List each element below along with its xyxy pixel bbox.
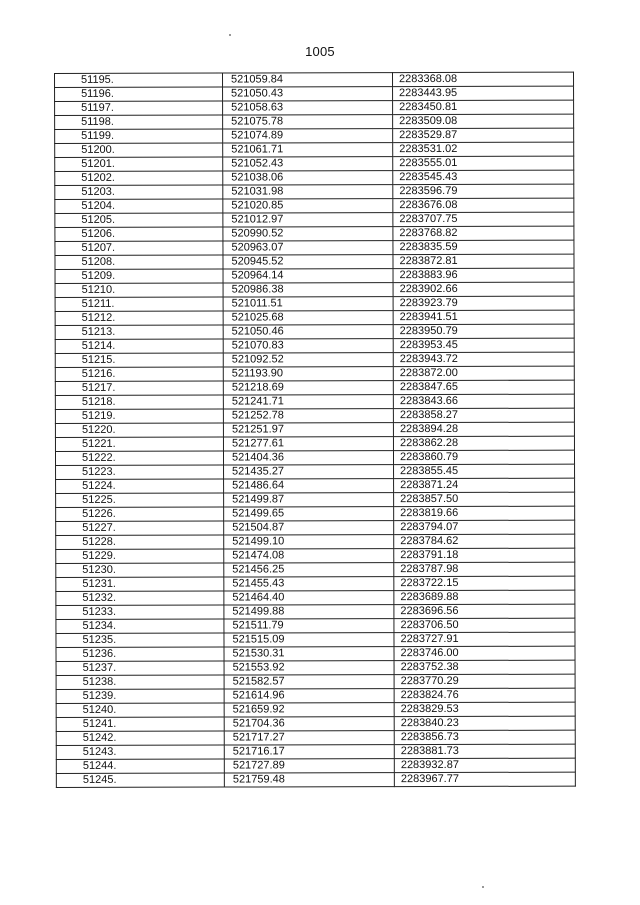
northing-cell: 2283443.95 <box>393 86 574 100</box>
table-row <box>56 590 575 605</box>
point-number-cell: 51243. <box>56 745 224 759</box>
table-row <box>56 688 575 703</box>
northing-cell: 2283824.76 <box>394 688 575 702</box>
easting-cell: 521717.27 <box>224 731 394 745</box>
northing-cell: 2283752.38 <box>394 660 575 674</box>
easting-cell: 521252.78 <box>223 409 393 423</box>
point-number-cell: 51237. <box>56 661 224 675</box>
northing-cell: 2283829.53 <box>394 702 575 716</box>
easting-cell: 520964.14 <box>223 269 393 283</box>
table-row <box>56 646 575 661</box>
table-row <box>55 142 574 157</box>
table-row <box>55 380 574 395</box>
easting-cell: 521058.63 <box>223 101 393 115</box>
easting-cell: 521464.40 <box>224 591 394 605</box>
table-row <box>56 758 575 773</box>
northing-cell: 2283835.59 <box>393 240 574 254</box>
easting-cell: 521031.98 <box>223 185 393 199</box>
point-number-cell: 51224. <box>56 479 224 493</box>
easting-cell: 521218.69 <box>223 381 393 395</box>
northing-cell: 2283784.62 <box>394 534 575 548</box>
point-number-cell: 51214. <box>55 339 223 353</box>
table-row <box>55 72 574 87</box>
northing-cell: 2283770.29 <box>394 674 575 688</box>
easting-cell: 521614.96 <box>224 689 394 703</box>
point-number-cell: 51244. <box>56 759 224 773</box>
point-number-cell: 51245. <box>56 773 224 787</box>
easting-cell: 521059.84 <box>223 73 393 87</box>
table-row <box>55 156 574 171</box>
point-number-cell: 51199. <box>55 129 223 143</box>
point-number-cell: 51211. <box>55 297 223 311</box>
point-number-cell: 51198. <box>55 115 223 129</box>
easting-cell: 521241.71 <box>223 395 393 409</box>
northing-cell: 2283696.56 <box>394 604 575 618</box>
easting-cell: 521499.88 <box>224 605 394 619</box>
table-row <box>56 548 575 563</box>
northing-cell: 2283932.87 <box>394 758 575 772</box>
easting-cell: 521092.52 <box>223 353 393 367</box>
easting-cell: 521704.36 <box>224 717 394 731</box>
northing-cell: 2283894.28 <box>393 422 574 436</box>
point-number-cell: 51209. <box>55 269 223 283</box>
point-number-cell: 51202. <box>55 171 223 185</box>
easting-cell: 521061.71 <box>223 143 393 157</box>
point-number-cell: 51215. <box>55 353 223 367</box>
table-row <box>55 366 574 381</box>
easting-cell: 520963.07 <box>223 241 393 255</box>
point-number-cell: 51203. <box>55 185 223 199</box>
easting-cell: 520945.52 <box>223 255 393 269</box>
northing-cell: 2283787.98 <box>394 562 575 576</box>
table-row <box>55 436 574 451</box>
easting-cell: 521050.46 <box>223 325 393 339</box>
point-number-cell: 51233. <box>56 605 224 619</box>
point-number-cell: 51212. <box>55 311 223 325</box>
northing-cell: 2283722.15 <box>394 576 575 590</box>
point-number-cell: 51230. <box>56 563 224 577</box>
point-number-cell: 51205. <box>55 213 223 227</box>
table-row <box>56 562 575 577</box>
table-row <box>56 772 575 787</box>
table-row <box>55 450 574 465</box>
point-number-cell: 51242. <box>56 731 224 745</box>
point-number-cell: 51240. <box>56 703 224 717</box>
point-number-cell: 51218. <box>55 395 223 409</box>
table-row <box>55 394 574 409</box>
point-number-cell: 51236. <box>56 647 224 661</box>
easting-cell: 521070.83 <box>223 339 393 353</box>
easting-cell: 521038.06 <box>223 171 393 185</box>
point-number-cell: 51241. <box>56 717 224 731</box>
point-number-cell: 51228. <box>56 535 224 549</box>
easting-cell: 521456.25 <box>224 563 394 577</box>
point-number-cell: 51208. <box>55 255 223 269</box>
point-number-cell: 51204. <box>55 199 223 213</box>
table-row <box>56 716 575 731</box>
northing-cell: 2283902.66 <box>393 282 574 296</box>
point-number-cell: 51232. <box>56 591 224 605</box>
northing-cell: 2283858.27 <box>393 408 574 422</box>
northing-cell: 2283676.08 <box>393 198 574 212</box>
northing-cell: 2283856.73 <box>394 730 575 744</box>
table-row <box>55 128 574 143</box>
point-number-cell: 51201. <box>55 157 223 171</box>
northing-cell: 2283509.08 <box>393 114 574 128</box>
northing-cell: 2283847.65 <box>393 380 574 394</box>
scan-speck <box>482 886 484 888</box>
point-number-cell: 51210. <box>55 283 223 297</box>
table-row <box>55 240 574 255</box>
table-row <box>56 520 575 535</box>
northing-cell: 2283953.45 <box>393 338 574 352</box>
easting-cell: 520990.52 <box>223 227 393 241</box>
page-number: 1005 <box>305 44 335 59</box>
point-number-cell: 51213. <box>55 325 223 339</box>
point-number-cell: 51238. <box>56 675 224 689</box>
table-row <box>55 212 574 227</box>
easting-cell: 521515.09 <box>224 633 394 647</box>
northing-cell: 2283819.66 <box>394 506 575 520</box>
table-row <box>56 674 575 689</box>
table-row <box>56 506 575 521</box>
easting-cell: 521012.97 <box>223 213 393 227</box>
easting-cell: 521504.87 <box>224 521 394 535</box>
point-number-cell: 51219. <box>55 409 223 423</box>
easting-cell: 521511.79 <box>224 619 394 633</box>
easting-cell: 521716.17 <box>224 745 394 759</box>
table-row <box>55 86 574 101</box>
northing-cell: 2283950.79 <box>393 324 574 338</box>
coordinates-table-body <box>55 72 576 787</box>
northing-cell: 2283794.07 <box>394 520 575 534</box>
easting-cell: 521277.61 <box>223 437 393 451</box>
easting-cell: 521025.68 <box>223 311 393 325</box>
point-number-cell: 51226. <box>56 507 224 521</box>
northing-cell: 2283840.23 <box>394 716 575 730</box>
table-row <box>56 730 575 745</box>
point-number-cell: 51196. <box>55 87 223 101</box>
northing-cell: 2283857.50 <box>394 492 575 506</box>
easting-cell: 521251.97 <box>223 423 393 437</box>
northing-cell: 2283791.18 <box>394 548 575 562</box>
point-number-cell: 51223. <box>56 465 224 479</box>
easting-cell: 521727.89 <box>224 759 394 773</box>
easting-cell: 521499.87 <box>224 493 394 507</box>
northing-cell: 2283941.51 <box>393 310 574 324</box>
point-number-cell: 51216. <box>55 367 223 381</box>
easting-cell: 521050.43 <box>223 87 393 101</box>
table-row <box>55 226 574 241</box>
point-number-cell: 51231. <box>56 577 224 591</box>
table-row <box>55 114 574 129</box>
table-row <box>56 604 575 619</box>
table-row <box>55 282 574 297</box>
easting-cell: 521582.57 <box>224 675 394 689</box>
table-row <box>56 744 575 759</box>
point-number-cell: 51195. <box>55 73 223 87</box>
easting-cell: 521530.31 <box>224 647 394 661</box>
northing-cell: 2283531.02 <box>393 142 574 156</box>
table-row <box>55 338 574 353</box>
table-row <box>55 422 574 437</box>
point-number-cell: 51217. <box>55 381 223 395</box>
easting-cell: 521474.08 <box>224 549 394 563</box>
table-row <box>56 576 575 591</box>
northing-cell: 2283860.79 <box>393 450 574 464</box>
northing-cell: 2283881.73 <box>394 744 575 758</box>
easting-cell: 521074.89 <box>223 129 393 143</box>
table-row <box>55 198 574 213</box>
northing-cell: 2283967.77 <box>394 772 575 786</box>
easting-cell: 521404.36 <box>223 451 393 465</box>
table-row <box>55 254 574 269</box>
point-number-cell: 51239. <box>56 689 224 703</box>
table-row <box>56 492 575 507</box>
table-row <box>56 702 575 717</box>
easting-cell: 521499.65 <box>224 507 394 521</box>
northing-cell: 2283872.00 <box>393 366 574 380</box>
easting-cell: 521075.78 <box>223 115 393 129</box>
northing-cell: 2283872.81 <box>393 254 574 268</box>
easting-cell: 521499.10 <box>224 535 394 549</box>
scan-speck <box>229 34 231 36</box>
easting-cell: 521659.92 <box>224 703 394 717</box>
point-number-cell: 51234. <box>56 619 224 633</box>
easting-cell: 521455.43 <box>224 577 394 591</box>
northing-cell: 2283883.96 <box>393 268 574 282</box>
table-row <box>56 618 575 633</box>
point-number-cell: 51207. <box>55 241 223 255</box>
table-row <box>55 352 574 367</box>
easting-cell: 521435.27 <box>224 465 394 479</box>
table-row <box>56 478 575 493</box>
point-number-cell: 51200. <box>55 143 223 157</box>
table-row <box>55 408 574 423</box>
table-row <box>56 464 575 479</box>
northing-cell: 2283555.01 <box>393 156 574 170</box>
table-row <box>56 632 575 647</box>
easting-cell: 521759.48 <box>224 773 394 787</box>
easting-cell: 521193.90 <box>223 367 393 381</box>
point-number-cell: 51206. <box>55 227 223 241</box>
point-number-cell: 51222. <box>55 451 223 465</box>
table-row <box>56 660 575 675</box>
northing-cell: 2283855.45 <box>394 464 575 478</box>
northing-cell: 2283871.24 <box>394 478 575 492</box>
northing-cell: 2283943.72 <box>393 352 574 366</box>
easting-cell: 521011.51 <box>223 297 393 311</box>
northing-cell: 2283923.79 <box>393 296 574 310</box>
point-number-cell: 51227. <box>56 521 224 535</box>
northing-cell: 2283843.66 <box>393 394 574 408</box>
table-row <box>55 184 574 199</box>
point-number-cell: 51197. <box>55 101 223 115</box>
table-row <box>56 534 575 549</box>
northing-cell: 2283529.87 <box>393 128 574 142</box>
point-number-cell: 51221. <box>55 437 223 451</box>
northing-cell: 2283707.75 <box>393 212 574 226</box>
easting-cell: 520986.38 <box>223 283 393 297</box>
table-row <box>55 296 574 311</box>
table-row <box>55 100 574 115</box>
northing-cell: 2283862.28 <box>393 436 574 450</box>
easting-cell: 521553.92 <box>224 661 394 675</box>
easting-cell: 521020.85 <box>223 199 393 213</box>
northing-cell: 2283596.79 <box>393 184 574 198</box>
easting-cell: 521486.64 <box>224 479 394 493</box>
table-row <box>55 310 574 325</box>
point-number-cell: 51229. <box>56 549 224 563</box>
northing-cell: 2283368.08 <box>393 72 574 86</box>
northing-cell: 2283727.91 <box>394 632 575 646</box>
northing-cell: 2283450.81 <box>393 100 574 114</box>
table-row <box>55 324 574 339</box>
northing-cell: 2283746.00 <box>394 646 575 660</box>
northing-cell: 2283689.88 <box>394 590 575 604</box>
point-number-cell: 51235. <box>56 633 224 647</box>
northing-cell: 2283768.82 <box>393 226 574 240</box>
point-number-cell: 51225. <box>56 493 224 507</box>
northing-cell: 2283706.50 <box>394 618 575 632</box>
northing-cell: 2283545.43 <box>393 170 574 184</box>
table-row <box>55 170 574 185</box>
table-row <box>55 268 574 283</box>
coordinates-table <box>54 72 576 788</box>
easting-cell: 521052.43 <box>223 157 393 171</box>
point-number-cell: 51220. <box>55 423 223 437</box>
